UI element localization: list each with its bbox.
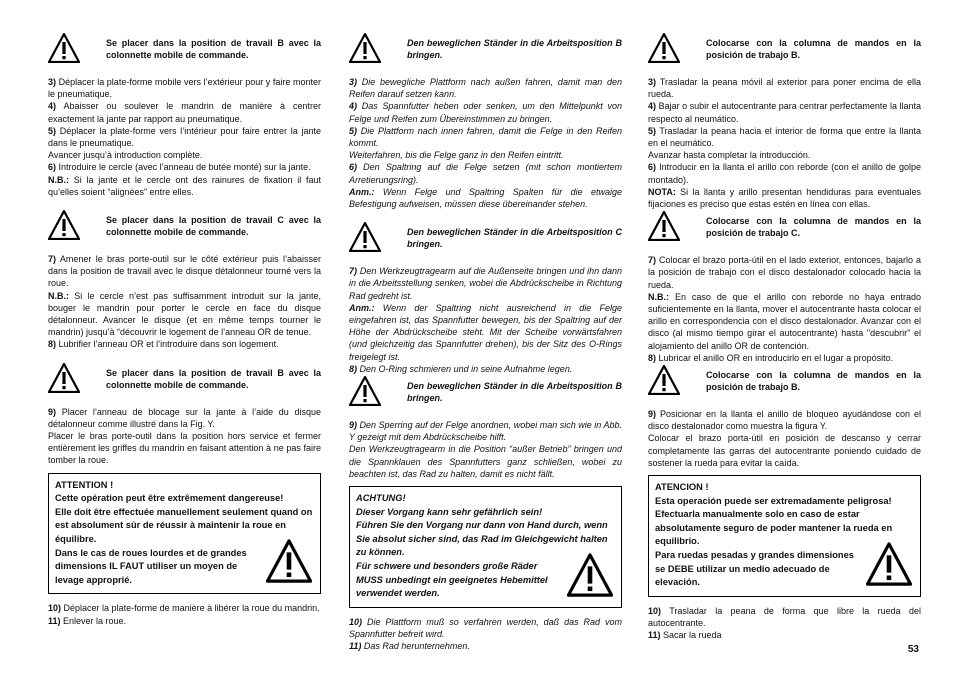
step: 10) Die Plattform muß so verfahren werden, daß das Rad vom Spannfutter befreit wird.: [349, 616, 622, 640]
step: Avancer jusqu’à introduction complète.: [48, 150, 203, 161]
step: 5) Déplacer la plate-forme vers l’intérieur pour faire entrer la jante dans le pneumatique.: [48, 125, 321, 149]
instruction-heading: Den beweglichen Ständer in die Arbeitsposition B bringen.: [407, 38, 622, 61]
step-number: 8): [48, 339, 57, 350]
note: N.B.: Si la jante et le cercle ont des rainures de fixation il faut qu’elles soient “alignées” entre elles.: [48, 174, 321, 197]
step-number: 3): [349, 77, 358, 87]
warning-box: [648, 475, 921, 597]
step-number: 5): [349, 125, 358, 136]
note: N.B.: En caso de que el arillo con reborde no haya entrado suficientemente en la llanta, mover el autocentrante hasta colocar el arillo en correspondencia con el disco destalonador. Avanzar con el disco (al mismo tiempo girar el autocentrante) hasta "descubrir" el alojamiento del anillo OR de contención.: [648, 291, 921, 351]
step: Placer le bras porte-outil dans la position hors service et fermer entièrement les griffes du mandrin en faisant attention à ne pas faire tomber la roue.: [48, 431, 321, 466]
warning-icon: [266, 539, 312, 583]
instruction-heading: Colocarse con la columna de mandos en la posición de trabajo B.: [706, 38, 921, 61]
warning-icon: [866, 542, 912, 586]
note: N.B.: Si le cercle n’est pas suffisamment introduit sur la jante, bouger le mandrin pour porter le cercle en face du disque détalonneur. Avancer le disque (et en même temps tourner le mandrin) jusqu’à “découvrir le logement de l’anneau OR de tenue.: [48, 290, 321, 338]
step: 6) Introducir en la llanta el arillo con reborde (con el anillo de golpe montado).: [648, 162, 921, 185]
step-number: 11): [648, 630, 661, 641]
step: Den Werkzeugtragearm in die Position “außer Betrieb” bringen und die Spannklauen des Spannfutters ganz schließen, wobei zu beachten ist, das Rad zu halten, damit es nicht fällt.: [349, 444, 622, 479]
section-header: [48, 32, 321, 76]
warning-line: Dieser Vorgang kann sehr gefährlich sein!: [356, 506, 543, 517]
step: 10) Trasladar la peana de forma que libre la rueda del autocentrante.: [648, 605, 922, 629]
warning-line: Für schwere und besonders große Räder MUSS unbedingt ein geeignetes Hebemittel verwendet werden.: [356, 561, 548, 599]
warning-icon: [48, 210, 80, 240]
note: Anm.: Wenn Felge und Spaltring Spalten für die etwaige Befestigung aufweisen, müssen diese übereinander stehen.: [349, 186, 622, 210]
warning-icon: [648, 211, 680, 241]
section-header: [48, 209, 321, 253]
step: 11) Enlever la roue.: [48, 615, 127, 626]
instruction-heading: Se placer dans la position de travail B avec la colonnette mobile de commande.: [106, 367, 321, 390]
warning-title: ACHTUNG!: [356, 493, 406, 504]
instruction-heading: Se placer dans la position de travail B avec la colonnette mobile de commande.: [106, 38, 321, 61]
step: 5) Die Plattform nach innen fahren, damit die Felge in den Reifen kommt.: [349, 125, 622, 149]
warning-title: ATENCION !: [655, 482, 709, 493]
section-header: [648, 364, 921, 408]
step-number: 3): [48, 77, 57, 87]
instruction-heading: Colocarse con la columna de mandos en la posición de trabajo B.: [706, 370, 921, 393]
step: 6) Den Spaltring auf die Felge setzen (mit schon montiertem Arretierungsring).: [349, 162, 622, 185]
warning-line: Führen Sie den Vorgang nur dann von Hand durch, wenn Sie absolut sicher sind, das Rad im Gleichgewicht halten zu können.: [356, 520, 608, 558]
step: 4) Bajar o subir el autocentrante para centrar perfectamente la llanta respecto al neumático.: [648, 101, 921, 124]
warning-icon: [349, 376, 381, 406]
step-number: 4): [349, 101, 358, 112]
step: 9) Posicionar en la llanta el anillo de bloqueo ayudándose con el disco destalonador como muestra la figura Y.: [648, 409, 921, 432]
step-number: 8): [349, 363, 358, 374]
warning-line: Esta operación puede ser extremadamente peligrosa!: [655, 495, 892, 506]
step: 3) Die bewegliche Plattform nach außen fahren, damit man den Reifen darauf setzen kann.: [349, 77, 622, 100]
column-spanish: [648, 32, 921, 641]
step-number: 3): [648, 77, 657, 87]
note-label: Anm.:: [349, 186, 375, 197]
column-french: [48, 32, 321, 627]
step: 9) Placer l’anneau de blocage sur la jante à l’aide du disque détalonneur comme illustré dans la Fig. Y.: [48, 406, 321, 429]
warning-icon: [349, 33, 381, 63]
step-number: 8): [648, 352, 657, 363]
warning-title: ATTENTION !: [55, 479, 114, 490]
note-label: N.B.:: [48, 174, 69, 185]
step-number: 4): [48, 101, 57, 112]
step-number: 9): [648, 409, 657, 420]
step: Colocar el brazo porta-útil en posición de descanso y cerrar completamente las garras del autocentrante poniendo cuidado de sostener la rueda para evitar la caída.: [648, 433, 921, 468]
warning-icon: [48, 363, 80, 393]
step-number: 7): [48, 254, 57, 265]
section-header: [349, 375, 622, 419]
step: 6) Introduire le cercle (avec l’anneau de butée monté) sur la jante.: [48, 162, 311, 173]
step: 3) Déplacer la plate-forme mobile vers l’extérieur pour y faire monter le pneumatique.: [48, 77, 321, 100]
step: Avanzar hasta completar la introducción.: [648, 150, 811, 161]
step-number: 10): [648, 605, 662, 616]
note-label: N.B.:: [48, 290, 69, 301]
warning-box: [48, 473, 321, 595]
step-number: 4): [648, 101, 657, 112]
step: 8) Lubricar el anillo OR en introducirlo en el lugar a propósito.: [648, 352, 894, 363]
note-label: N.B.:: [648, 291, 669, 302]
note: Anm.: Wenn der Spaltring nicht ausreichend in die Felge eingefahren ist, das Spannfutter bewegen, bis der Spaltring auf der Höhe der Abdrückscheibe steht. Mit der Scheibe vorwärtsfahren (und gleichzeitig das Spannfutter drehen), bis der Sitz des O-Rings freigelegt ist.: [349, 302, 622, 362]
warning-icon: [48, 33, 80, 63]
step-number: 5): [648, 125, 657, 136]
step: 5) Trasladar la peana hacia el interior de forma que entre la llanta en el neumático.: [648, 125, 922, 149]
step: 7) Amener le bras porte-outil sur le côté extérieur puis l’abaisser dans la position de travail avec le disque détalonneur tourné vers la roue.: [48, 254, 321, 289]
step-number: 10): [349, 616, 363, 627]
instruction-heading: Den beweglichen Ständer in die Arbeitsposition B bringen.: [407, 381, 622, 404]
section-header: [349, 221, 622, 265]
note-label: Anm.:: [349, 302, 375, 313]
section-header: [349, 32, 622, 76]
warning-icon: [567, 553, 613, 597]
warning-icon: [648, 365, 680, 395]
step-number: 6): [48, 162, 57, 173]
instruction-heading: Den beweglichen Ständer in die Arbeitsposition C bringen.: [407, 227, 622, 250]
step-number: 7): [349, 266, 358, 277]
section-header: [648, 32, 921, 76]
section-header: [648, 210, 921, 254]
instruction-heading: Colocarse con la columna de mandos en la posición de trabajo C.: [706, 216, 921, 239]
warning-line: Elle doit être effectuée manuellement seulement quand on est absolument sûr de réussir à maintenir la roue en équilibre.: [55, 506, 313, 545]
step-number: 5): [48, 125, 57, 136]
step-number: 11): [48, 615, 61, 626]
warning-line: Cette opération peut être extrêmement dangereuse!: [55, 493, 284, 504]
step-number: 6): [648, 162, 657, 173]
warning-icon: [349, 222, 381, 252]
step-number: 9): [349, 420, 358, 431]
step: 11) Das Rad herunternehmen.: [349, 641, 470, 652]
column-german: [349, 32, 622, 652]
step: 8) Lubrifier l’anneau OR et l’introduire dans son logement.: [48, 339, 279, 350]
warning-line: Efectuarla manualmente solo en caso de estar absolutamente seguro de poder mantener la rueda en equilibrio.: [655, 509, 893, 547]
step: 7) Den Werkzeugtragearm auf die Außenseite bringen und ihn dann in die Arbeitsstellung senken, wobei die Abdrückscheibe in Richtung Rad gedreht ist.: [349, 266, 622, 301]
note-label: NOTA:: [648, 186, 676, 197]
step: 7) Colocar el brazo porta-útil en el lado exterior, entonces, bajarlo a la posición de trabajo con el disco destalonador colocado hacia la rueda.: [648, 255, 921, 290]
note: NOTA: Si la llanta y arillo presentan hendiduras para eventuales fijaciones es preciso que estas estén en línea con ellas.: [648, 186, 921, 210]
step-number: 9): [48, 406, 57, 417]
step: 9) Den Sperring auf der Felge anordnen, wobei man sich wie in Abb. Y gezeigt mit dem Abdrückscheibe hilft.: [349, 420, 622, 443]
warning-icon: [648, 33, 680, 63]
step-number: 6): [349, 162, 358, 173]
section-header: [48, 362, 321, 406]
warning-line: Para ruedas pesadas y grandes dimensiones se DEBE utilizar un medio adecuado de elevación.: [655, 550, 854, 588]
step: 4) Das Spannfutter heben oder senken, um den Mittelpunkt von Felge und Reifen zum Übereinstimmen zu bringen.: [349, 101, 622, 124]
step: 4) Abaisser ou soulever le mandrin de manière à centrer exactement la jante par rapport au pneumatique.: [48, 101, 321, 124]
instruction-heading: Se placer dans la position de travail C avec la colonnette mobile de commande.: [106, 215, 321, 238]
step-number: 11): [349, 641, 362, 652]
page-number: 53: [907, 644, 919, 655]
step: 11) Sacar la rueda: [648, 630, 722, 641]
step-number: 7): [648, 255, 657, 266]
warning-box: [349, 486, 622, 608]
step: Weiterfahren, bis die Felge ganz in den Reifen eintritt.: [349, 150, 564, 161]
step: 3) Trasladar la peana móvil al exterior para poner encima de ella rueda.: [648, 77, 921, 100]
step-number: 10): [48, 603, 62, 614]
warning-line: Dans le cas de roues lourdes et de grandes dimensions IL FAUT utiliser un moyen de levage approprié.: [55, 547, 247, 585]
step: 10) Déplacer la plate-forme de manière à libérer la roue du mandrin.: [48, 603, 320, 614]
step: 8) Den O-Ring schmieren und in seine Aufnahme legen.: [349, 363, 573, 374]
